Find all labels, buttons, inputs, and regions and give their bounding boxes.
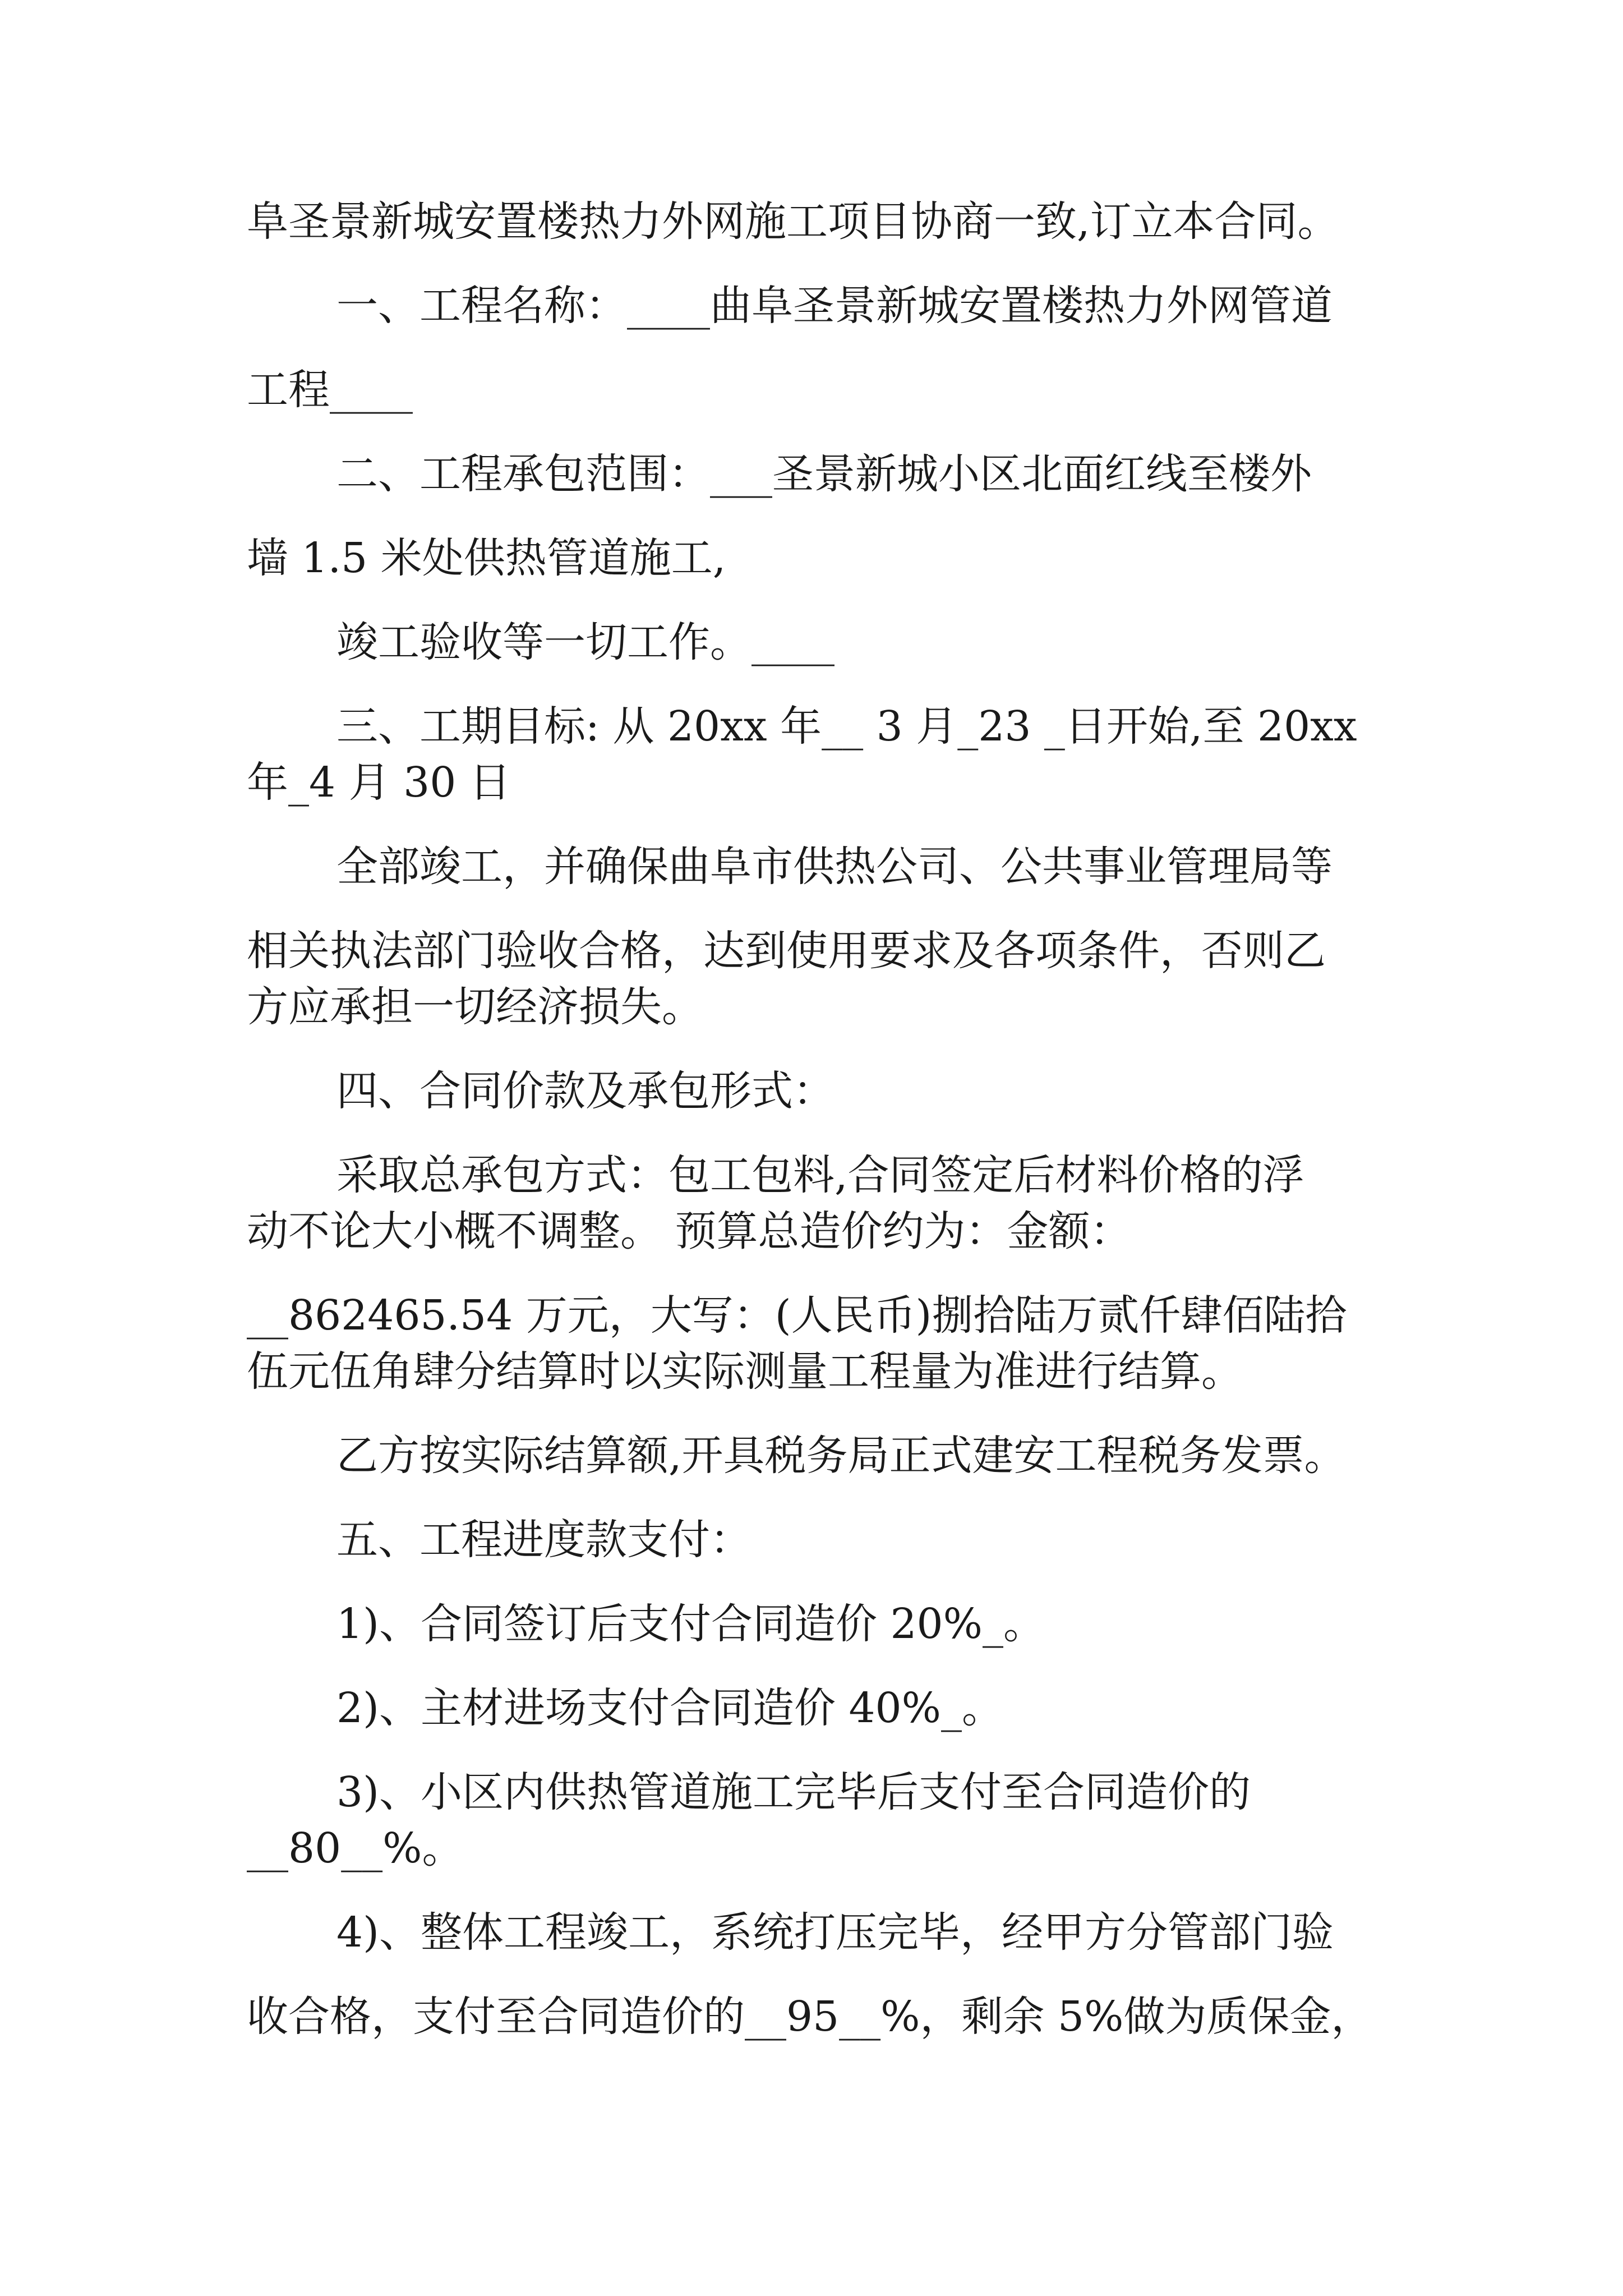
section-4-paragraph-line-2: 动不论大小概不调整。 预算总造价约为：金额：	[247, 1207, 1132, 1255]
payment-item-3: 3)、小区内供热管道施工完毕后支付至合同造价的	[336, 1768, 1251, 1816]
section-3-paragraph-line-1: 全部竣工，并确保曲阜市供热公司、公共事业管理局等	[336, 843, 1332, 891]
payment-item-1: 1)、合同签订后支付合同造价 20%_。	[336, 1600, 1045, 1648]
section-5-heading: 五、工程进度款支付：	[336, 1516, 751, 1564]
section-4-invoice-line: 乙方按实际结算额,开具税务局正式建安工程税务发票。	[336, 1432, 1346, 1480]
section-3-heading: 三、工期目标: 从 20xx 年__ 3 月_23 _日开始,至 20xx	[336, 702, 1357, 751]
payment-item-4: 4)、整体工程竣工，系统打压完毕，经甲方分管部门验	[336, 1908, 1334, 1957]
section-2-continuation: 墙 1.5 米处供热管道施工,	[247, 534, 726, 582]
section-1-heading: 一、工程名称：____曲阜圣景新城安置楼热力外网管道	[336, 282, 1332, 330]
section-1-continuation: 工程____	[247, 366, 413, 414]
section-2-heading: 二、工程承包范围：___圣景新城小区北面红线至楼外	[336, 450, 1312, 498]
section-4-heading: 四、合同价款及承包形式：	[336, 1067, 834, 1115]
payment-item-3-continuation: __80__%。	[247, 1824, 464, 1872]
section-3-continuation: 年_4 月 30 日	[247, 758, 511, 807]
paragraph-line-1: 阜圣景新城安置楼热力外网施工项目协商一致,订立本合同。	[247, 197, 1339, 246]
section-4-paragraph-line-1: 采取总承包方式：包工包料,合同签定后材料价格的浮	[336, 1151, 1304, 1199]
section-4-paragraph-line-3: __862465.54 万元，大写：(人民币)捌拾陆万贰仟肆佰陆拾	[247, 1291, 1347, 1340]
section-2-scope-detail: 竣工验收等一切工作。____	[336, 618, 834, 666]
payment-item-4-continuation: 收合格，支付至合同造价的__95__%，剩余 5%做为质保金，	[247, 1993, 1373, 2041]
section-3-paragraph-line-3: 方应承担一切经济损失。	[247, 983, 703, 1031]
section-3-paragraph-line-2: 相关执法部门验收合格，达到使用要求及各项条件，否则乙	[247, 927, 1326, 975]
section-4-paragraph-line-4: 伍元伍角肆分结算时以实际测量工程量为准进行结算。	[247, 1347, 1243, 1396]
payment-item-2: 2)、主材进场支付合同造价 40%_。	[336, 1684, 1003, 1732]
